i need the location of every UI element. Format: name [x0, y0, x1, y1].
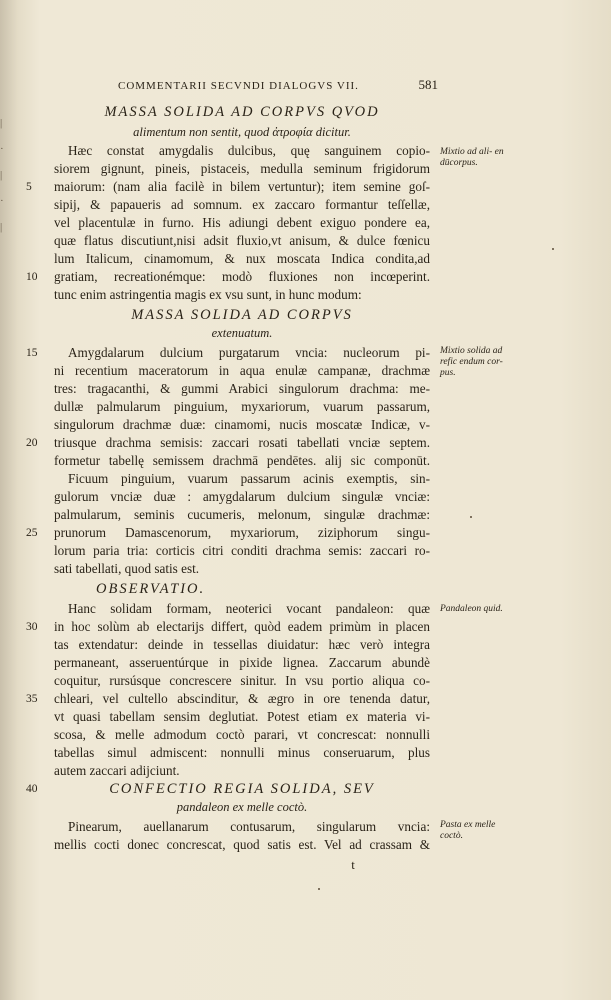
text-line: lorum paria tria: corticis citri conditi drachma semis: zaccari ro- — [54, 543, 430, 558]
margin-note: Pandaleon quid. — [440, 604, 503, 614]
line-number: 15 — [26, 347, 38, 359]
text-line: tunc enim astringentia magis ex vsu sunt, in hunc modum: — [54, 287, 362, 302]
text-line: tabellas simul admiscent: nonnulli minus conseruarum, plus — [54, 745, 430, 760]
section-heading: CONFECTIO REGIA SOLIDA, SEV — [109, 781, 375, 797]
text-line: vt quasi tabellam sensim deglutiat. Potest etiam ex materia vi- — [54, 709, 430, 724]
text-line: tres: tragacanthi, & gummi Arabici singulorum drachma: me- — [54, 381, 430, 396]
text-line: in hoc solùm ab electarijs differt, quòd eadem primùm in placen — [54, 619, 430, 634]
line-number: 10 — [26, 271, 38, 283]
text-line: lum Italicum, cinamomum, & nux moscata Indica condita,ad — [54, 251, 430, 266]
text-line: Ficuum pinguium, vuarum passarum acinis exemptis, sin- — [68, 471, 430, 486]
left-edge-marks: | · | · | — [0, 117, 4, 233]
text-line: singulorum drachmæ duæ: cinamomi, nucis moscatæ Indicæ, v- — [54, 417, 430, 432]
line-number: 40 — [26, 783, 38, 795]
line-number: 20 — [26, 437, 38, 449]
text-line: quæ flatus discutiunt,nisi adsit fluxio,vt anisum, & dulce fœnicu — [54, 233, 430, 248]
text-line: sipij, & papaueris ad somnum. ex zaccaro formantur teſſellæ, — [54, 197, 430, 212]
text-line: scosa, & melle admodum coctò parari, vt concrescat: nonnulli — [54, 727, 430, 742]
ink-speck — [470, 516, 472, 518]
section-subheading: pandaleon ex melle coctò. — [176, 800, 308, 814]
text-line: ni recentium maceratorum in aqua enulæ campanæ, drachmæ — [54, 363, 430, 378]
text-line: prunorum Damascenorum, myxariorum, ziziphorum singu- — [54, 525, 430, 540]
page-number: 581 — [418, 77, 438, 92]
line-number: 35 — [26, 693, 38, 705]
section-heading: OBSERVATIO. — [96, 581, 206, 597]
text-line: tas extendatur: deinde in tessellas diuidatur: hæc verò integra — [54, 637, 430, 652]
margin-note: Mixtio solida ad refic endum cor- pus. — [440, 346, 503, 378]
section-heading: MASSA SOLIDA AD CORPVS QVOD — [104, 104, 380, 120]
text-line: Pinearum, auellanarum contusarum, singularum vncia: — [68, 819, 430, 834]
line-number: 25 — [26, 527, 38, 539]
section-heading: MASSA SOLIDA AD CORPVS — [131, 307, 353, 323]
text-line: vel placentulæ in furno. His adiungi debent exiguo pondere ea, — [54, 215, 430, 230]
margin-note: Pasta ex melle coctò. — [440, 820, 496, 841]
text-line: coquitur, rursúsque concrescere sinitur. In vsu portio aliqua co- — [54, 673, 430, 688]
text-line: siorem gignunt, pineis, pistaceis, medulla seminum frigidorum — [54, 161, 430, 176]
text-line: Hæc constat amygdalis dulcibus, quę sanguinem copio- — [68, 143, 430, 158]
line-number: 5 — [26, 181, 32, 193]
text-line: palmularum, seminis cucumeris, melonum, singulæ drachmæ: — [54, 507, 430, 522]
text-line: gratiam, recreationémque: modò fluxiones non incœperint. — [54, 269, 430, 284]
text-line: sati tabellati, quod satis est. — [54, 561, 200, 576]
text-line: maiorum: (nam alia facilè in bilem vertuntur); item semine goſ- — [54, 179, 430, 194]
running-head-title: COMMENTARII SECVNDI DIALOGVS VII. — [118, 80, 359, 92]
text-line: permaneant, asseruentúrque in pixide lignea. Zaccarum abundè — [54, 655, 430, 670]
text-line: autem zaccari adijciunt. — [54, 763, 180, 778]
text-line: gulorum vnciæ duæ : amygdalarum dulcium singulæ vnciæ: — [54, 489, 430, 504]
running-head — [118, 77, 438, 96]
section-subheading: alimentum non sentit, quod ἀτροφία dicitur. — [133, 125, 351, 139]
text-line: mellis cocti donec concrescat, quod satis est. Vel ad crassam & — [54, 837, 430, 852]
line-number: 30 — [26, 621, 38, 633]
text-line: Hanc solidam formam, neoterici vocant pandaleon: quæ — [68, 601, 430, 616]
signature-mark: t — [351, 857, 355, 872]
margin-note: Mixtio ad ali- en dūcorpus. — [440, 147, 504, 168]
ink-speck — [318, 888, 320, 890]
text-line: Amygdalarum dulcium purgatarum vncia: nucleorum pi- — [68, 345, 430, 360]
ink-speck — [552, 248, 554, 250]
text-line: triusque drachma semisis: zaccari rosati tabellati vnciæ septem. — [54, 435, 430, 450]
text-line: formetur tabellę semissem drachmā pendētes. alij sic componūt. — [54, 453, 430, 468]
text-line: chleari, vel cultello abscinditur, & ægro in ore tenenda datur, — [54, 691, 430, 706]
text-line: dullæ palmularum pinguium, myxariorum, vuarum passarum, — [54, 399, 430, 414]
section-subheading: extenuatum. — [211, 326, 273, 340]
